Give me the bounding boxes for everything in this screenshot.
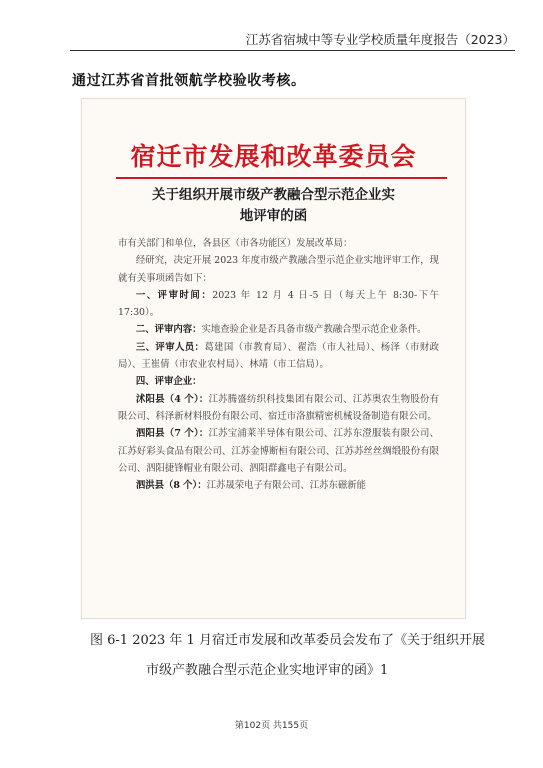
caption-line2: 市级产教融合型示范企业实地评审的函》1: [146, 663, 389, 678]
section-text: 葛建国（市教育局）、翟浩（市人社局）、杨泽（市财政局）、王崔倩（市农业农村局）、林靖（市工信局）。: [118, 341, 439, 371]
section-label: 二、评审内容：: [135, 324, 202, 336]
county-companies: 江苏晟荣电子有限公司、江苏东磁新能: [206, 480, 366, 492]
county-companies: 江苏宝浦莱半导体有限公司、江苏东澄服装有限公司、江苏好彩头食品有限公司、江苏金博断桓有限公司、江苏苏丝丝绸缎股份有限公司、泗阳捷锋帽业有限公司、泗阳群鑫电子有限公司。: [118, 428, 439, 474]
intro-text: 通过江苏省首批领航学校验收考核。: [72, 73, 306, 89]
county-label: 泗阳县（7 个）：: [135, 428, 209, 440]
letter-title-line2: 地评审的函: [239, 208, 308, 224]
letter-paragraph: 经研究，决定开展 2023 年度市级产教融合型示范企业实地评审工作，现就有关事项函告如下：: [118, 255, 439, 284]
section-label: 三、评审人员：: [135, 341, 205, 353]
letter-title: [122, 185, 425, 227]
caption-line1: 图 6-1 2023 年 1 月宿迁市发展和改革委员会发布了《关于组织开展: [90, 633, 485, 648]
county-label: 沭阳县（4 个）：: [135, 393, 209, 405]
county-shuyang: [118, 391, 439, 426]
county-sihong: [118, 477, 439, 494]
figure-caption: [90, 626, 515, 686]
county-siyang: [118, 425, 439, 477]
page-number: 第102页 共155页: [234, 721, 309, 731]
report-header-title: 江苏省宿城中等专业学校质量年度报告（2023）: [245, 32, 515, 47]
section-review-staff: [118, 339, 439, 374]
section-review-content: [118, 321, 439, 338]
section-review-companies: 四、评审企业：: [135, 376, 202, 388]
header-divider: [70, 50, 515, 51]
letter-body: [118, 235, 439, 494]
section-label: 一、评审时间：: [135, 289, 213, 301]
county-companies: 江苏腾盛纺织科技集团有限公司、江苏奥农生物股份有限公司、科泽新材料股份有限公司、宿迁市洛旗精密机械设备制造有限公司。: [118, 393, 439, 422]
county-label: 泗洪县（8 个）：: [135, 480, 207, 492]
scanned-letter-image: [81, 98, 466, 619]
letterhead-red-rule: [116, 177, 447, 179]
section-text: 实地查验企业是否具备市级产教融合型示范企业条件。: [201, 324, 427, 336]
letterhead-title: 宿迁市发展和改革委员会: [130, 142, 417, 171]
letter-salutation: 市有关部门和单位，各县区（市各功能区）发展改革局：: [118, 238, 353, 249]
letter-title-line1: 关于组织开展市级产教融合型示范企业实: [152, 187, 395, 203]
section-review-time: [118, 287, 439, 322]
section-text: 2023 年 12 月 4 日-5 日（每天上午 8:30-下午 17:30）。: [118, 289, 439, 319]
